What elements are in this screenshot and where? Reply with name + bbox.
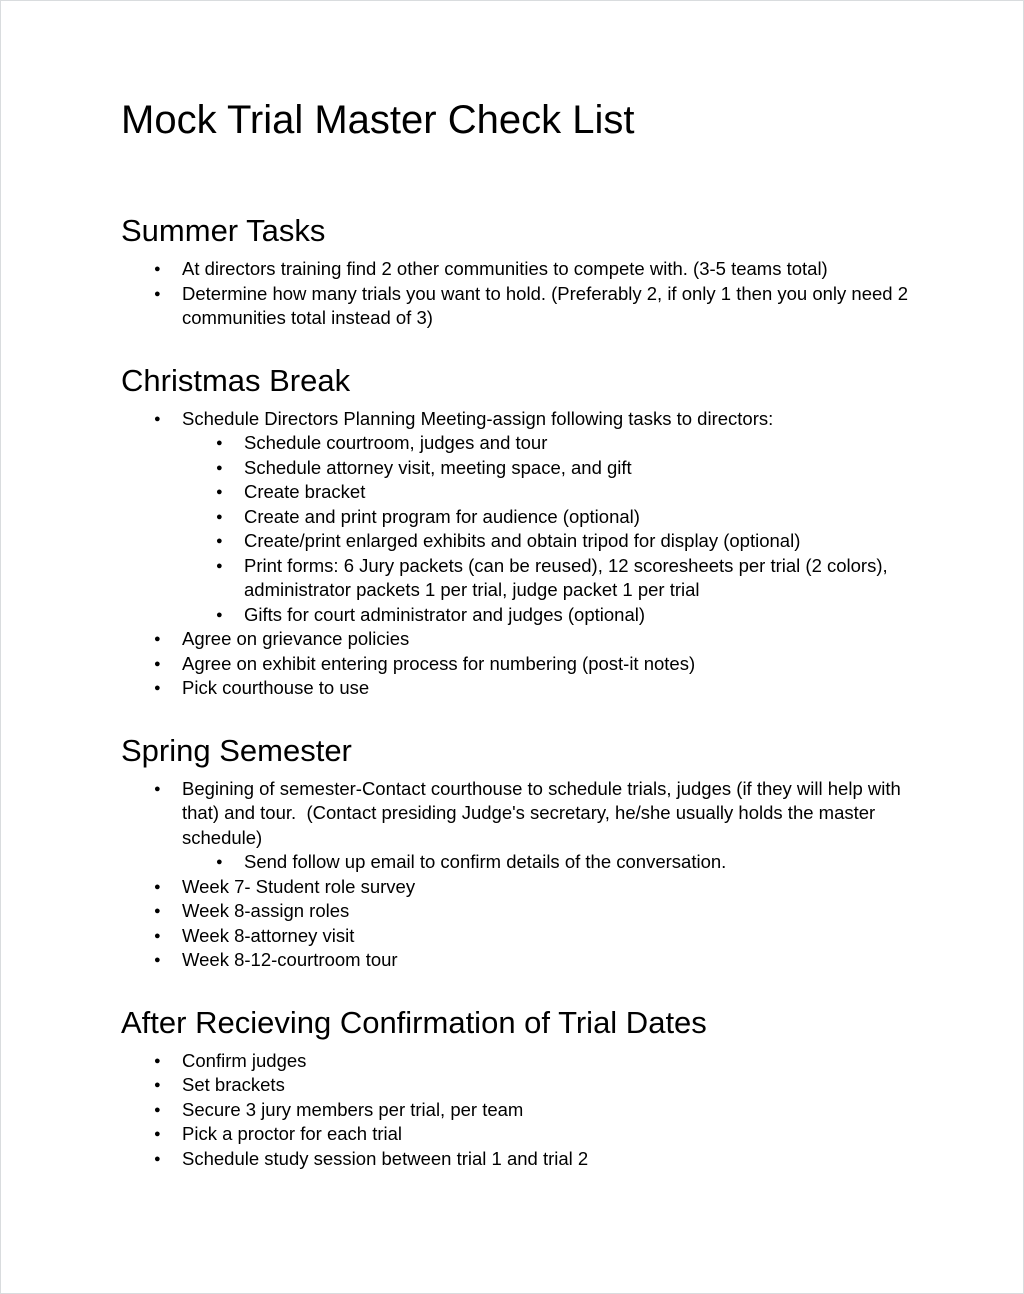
list-item-text: Confirm judges bbox=[182, 1049, 307, 1071]
list-item-text: Agree on exhibit entering process for numbering (post-it notes) bbox=[182, 652, 696, 674]
task-list-after-confirmation bbox=[121, 1049, 923, 1172]
list-item-text: Create bracket bbox=[244, 481, 366, 502]
bullet-icon: ● bbox=[216, 486, 223, 498]
list-item-text: Week 8-assign roles bbox=[182, 900, 350, 921]
list-item bbox=[121, 875, 923, 900]
bullet-icon: ● bbox=[154, 263, 161, 275]
bullet-icon: ● bbox=[154, 905, 161, 917]
list-item bbox=[121, 924, 923, 949]
bullet-icon: ● bbox=[154, 782, 161, 795]
bullet-icon: ● bbox=[154, 633, 161, 645]
bullet-icon: ● bbox=[154, 682, 161, 694]
bullet-icon: ● bbox=[216, 559, 223, 572]
bullet-icon: ● bbox=[154, 657, 161, 670]
list-item bbox=[121, 899, 923, 924]
bullet-icon: ● bbox=[154, 1079, 161, 1091]
list-item bbox=[121, 480, 923, 505]
list-item bbox=[121, 282, 923, 331]
list-item-text: Week 8-12-courtroom tour bbox=[182, 949, 398, 970]
list-item bbox=[121, 1122, 923, 1147]
section-heading-summer-tasks: Summer Tasks bbox=[121, 213, 326, 248]
bullet-icon: ● bbox=[154, 954, 161, 966]
bullet-icon: ● bbox=[154, 929, 161, 942]
list-item-text: Week 8-attorney visit bbox=[182, 924, 355, 946]
document-title: Mock Trial Master Check List bbox=[121, 98, 635, 142]
bullet-icon: ● bbox=[154, 880, 161, 893]
list-item bbox=[121, 850, 923, 875]
task-list-christmas bbox=[121, 407, 923, 701]
bullet-icon: ● bbox=[216, 510, 223, 523]
bullet-icon: ● bbox=[216, 535, 223, 547]
list-item-text: Schedule attorney visit, meeting space, and gift bbox=[244, 456, 632, 478]
list-item-text: Begining of semester-Contact courthouse to schedule trials, judges (if they will help with that) and tour. (Contact presiding Judge's secretary, he/she usually holds the master schedule) bbox=[182, 777, 906, 848]
list-item bbox=[121, 1098, 923, 1123]
task-list-summer bbox=[121, 257, 923, 331]
bullet-icon: ● bbox=[216, 608, 223, 621]
list-item-text: Print forms: 6 Jury packets (can be reused), 12 scoresheets per trial (2 colors), administrator packets 1 per trial, judge packet 1 per trial bbox=[244, 554, 893, 600]
list-item-text: Schedule Directors Planning Meeting-assign following tasks to directors: bbox=[182, 407, 774, 429]
bullet-icon: ● bbox=[154, 412, 161, 425]
list-item bbox=[121, 529, 923, 554]
list-item bbox=[121, 652, 923, 677]
list-item-text: Schedule courtroom, judges and tour bbox=[244, 432, 548, 453]
list-item bbox=[121, 505, 923, 530]
list-item bbox=[121, 676, 923, 701]
list-item bbox=[121, 603, 923, 628]
section-heading-christmas-break: Christmas Break bbox=[121, 362, 351, 398]
list-item bbox=[121, 1073, 923, 1098]
task-list-spring bbox=[121, 777, 923, 973]
list-item bbox=[121, 554, 923, 603]
bullet-icon: ● bbox=[154, 1103, 161, 1116]
list-item bbox=[121, 407, 923, 432]
bullet-icon: ● bbox=[154, 1054, 161, 1067]
list-item-text: Pick courthouse to use bbox=[182, 677, 370, 698]
list-item-text: Set brackets bbox=[182, 1074, 285, 1095]
list-item-text: Schedule study session between trial 1 and trial 2 bbox=[182, 1147, 589, 1169]
list-item-text: Gifts for court administrator and judges (optional) bbox=[244, 603, 646, 625]
list-item bbox=[121, 456, 923, 481]
bullet-icon: ● bbox=[216, 461, 223, 474]
list-item-text: At directors training find 2 other communities to compete with. (3-5 teams total) bbox=[182, 258, 828, 279]
list-item-text: Send follow up email to confirm details of the conversation. bbox=[244, 851, 727, 872]
bullet-icon: ● bbox=[154, 287, 161, 300]
list-item-text: Week 7- Student role survey bbox=[182, 875, 416, 897]
list-item-text: Create/print enlarged exhibits and obtain tripod for display (optional) bbox=[244, 530, 801, 551]
list-item bbox=[121, 431, 923, 456]
list-item-text: Pick a proctor for each trial bbox=[182, 1123, 403, 1144]
bullet-icon: ● bbox=[154, 1152, 161, 1165]
list-item bbox=[121, 627, 923, 652]
bullet-icon: ● bbox=[154, 1128, 161, 1140]
list-item-text: Agree on grievance policies bbox=[182, 628, 410, 649]
list-item bbox=[121, 948, 923, 973]
section-heading-after-confirmation: After Recieving Confirmation of Trial Dates bbox=[121, 1004, 707, 1040]
list-item-text: Secure 3 jury members per trial, per team bbox=[182, 1098, 524, 1120]
section-heading-spring-semester: Spring Semester bbox=[121, 732, 352, 768]
bullet-icon: ● bbox=[216, 437, 223, 449]
list-item bbox=[121, 1147, 923, 1172]
list-item bbox=[121, 1049, 923, 1074]
list-item-text: Determine how many trials you want to hold. (Preferably 2, if only 1 then you only need 2 communities total instead of 3) bbox=[182, 282, 914, 328]
bullet-icon: ● bbox=[216, 856, 223, 868]
list-item bbox=[121, 257, 923, 282]
list-item bbox=[121, 777, 923, 851]
list-item-text: Create and print program for audience (optional) bbox=[244, 505, 640, 527]
